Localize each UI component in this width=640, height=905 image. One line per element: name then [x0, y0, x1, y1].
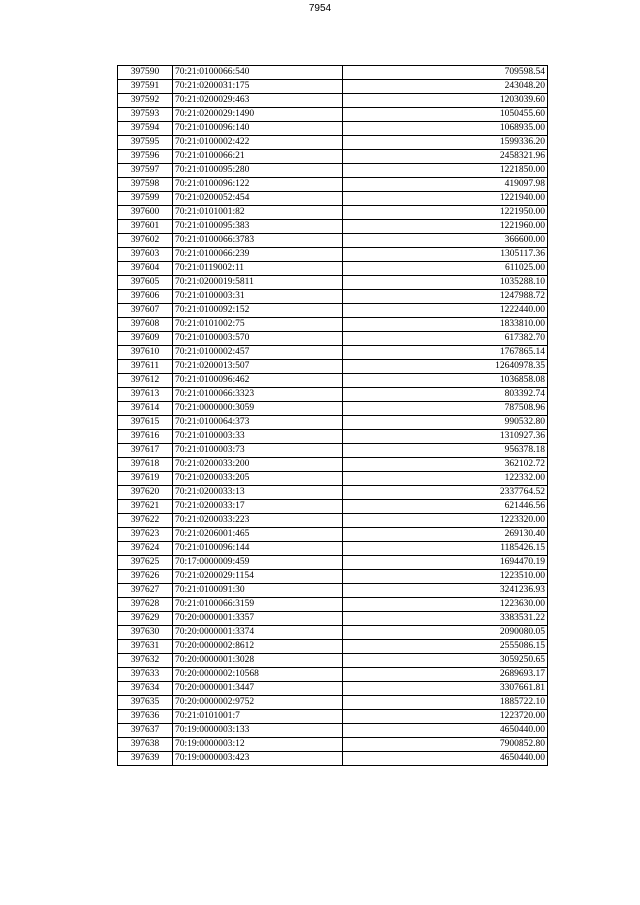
cadastral-value-cell: 1223510.00 — [343, 570, 548, 584]
cadastral-number-cell: 70:21:0100096:140 — [173, 122, 343, 136]
cadastral-value-cell: 1310927.36 — [343, 430, 548, 444]
row-number-cell: 397603 — [118, 248, 173, 262]
table-row — [118, 346, 548, 360]
table-row — [118, 402, 548, 416]
table-row — [118, 164, 548, 178]
cadastral-value-cell: 611025.00 — [343, 262, 548, 276]
row-number-cell: 397614 — [118, 402, 173, 416]
table-row — [118, 206, 548, 220]
cadastral-number-cell: 70:19:0000003:133 — [173, 724, 343, 738]
cadastral-number-cell: 70:21:0100066:3159 — [173, 598, 343, 612]
cadastral-value-cell: 2689693.17 — [343, 668, 548, 682]
table-row — [118, 556, 548, 570]
cadastral-number-cell: 70:21:0200029:463 — [173, 94, 343, 108]
cadastral-number-cell: 70:20:0000001:3447 — [173, 682, 343, 696]
table-row — [118, 192, 548, 206]
cadastral-number-cell: 70:20:0000001:3357 — [173, 612, 343, 626]
row-number-cell: 397610 — [118, 346, 173, 360]
cadastral-number-cell: 70:19:0000003:423 — [173, 752, 343, 766]
cadastral-value-cell: 1305117.36 — [343, 248, 548, 262]
row-number-cell: 397626 — [118, 570, 173, 584]
cadastral-number-cell: 70:21:0100002:422 — [173, 136, 343, 150]
row-number-cell: 397613 — [118, 388, 173, 402]
row-number-cell: 397594 — [118, 122, 173, 136]
table-row — [118, 584, 548, 598]
cadastral-value-cell: 1885722.10 — [343, 696, 548, 710]
cadastral-number-cell: 70:21:0101002:75 — [173, 318, 343, 332]
row-number-cell: 397618 — [118, 458, 173, 472]
table-row — [118, 542, 548, 556]
row-number-cell: 397595 — [118, 136, 173, 150]
table-row — [118, 332, 548, 346]
cadastral-number-cell: 70:21:0100003:570 — [173, 332, 343, 346]
row-number-cell: 397623 — [118, 528, 173, 542]
cadastral-value-cell: 1035288.10 — [343, 276, 548, 290]
row-number-cell: 397593 — [118, 108, 173, 122]
table-body — [118, 66, 548, 766]
cadastral-value-cell: 1050455.60 — [343, 108, 548, 122]
table-row — [118, 248, 548, 262]
cadastral-value-cell: 366600.00 — [343, 234, 548, 248]
row-number-cell: 397635 — [118, 696, 173, 710]
row-number-cell: 397592 — [118, 94, 173, 108]
cadastral-number-cell: 70:21:0100066:239 — [173, 248, 343, 262]
table-row — [118, 724, 548, 738]
row-number-cell: 397634 — [118, 682, 173, 696]
cadastral-value-cell: 269130.40 — [343, 528, 548, 542]
row-number-cell: 397604 — [118, 262, 173, 276]
cadastral-value-cell: 2458321.96 — [343, 150, 548, 164]
row-number-cell: 397625 — [118, 556, 173, 570]
table-row — [118, 514, 548, 528]
cadastral-number-cell: 70:21:0200033:200 — [173, 458, 343, 472]
row-number-cell: 397599 — [118, 192, 173, 206]
cadastral-number-cell: 70:21:0200013:507 — [173, 360, 343, 374]
page-number: 7954 — [308, 3, 332, 14]
cadastral-number-cell: 70:20:0000002:8612 — [173, 640, 343, 654]
cadastral-number-cell: 70:21:0100002:457 — [173, 346, 343, 360]
row-number-cell: 397597 — [118, 164, 173, 178]
table-row — [118, 626, 548, 640]
cadastral-value-cell: 122332.00 — [343, 472, 548, 486]
cadastral-number-cell: 70:21:0101001:82 — [173, 206, 343, 220]
cadastral-number-cell: 70:21:0100003:31 — [173, 290, 343, 304]
cadastral-value-cell: 617382.70 — [343, 332, 548, 346]
row-number-cell: 397627 — [118, 584, 173, 598]
row-number-cell: 397636 — [118, 710, 173, 724]
table-row — [118, 738, 548, 752]
row-number-cell: 397609 — [118, 332, 173, 346]
table-row — [118, 598, 548, 612]
cadastral-value-table — [117, 65, 548, 766]
table-row — [118, 682, 548, 696]
row-number-cell: 397628 — [118, 598, 173, 612]
cadastral-number-cell: 70:21:0100066:3783 — [173, 234, 343, 248]
cadastral-value-cell: 1068935.00 — [343, 122, 548, 136]
cadastral-number-cell: 70:21:0000000:3059 — [173, 402, 343, 416]
cadastral-value-cell: 709598.54 — [343, 66, 548, 80]
table-row — [118, 262, 548, 276]
cadastral-value-cell: 1185426.15 — [343, 542, 548, 556]
cadastral-value-cell: 3383531.22 — [343, 612, 548, 626]
table-row — [118, 570, 548, 584]
cadastral-value-cell: 1833810.00 — [343, 318, 548, 332]
cadastral-number-cell: 70:21:0100095:280 — [173, 164, 343, 178]
row-number-cell: 397638 — [118, 738, 173, 752]
cadastral-value-cell: 1223720.00 — [343, 710, 548, 724]
cadastral-number-cell: 70:20:0000001:3028 — [173, 654, 343, 668]
table-row — [118, 654, 548, 668]
cadastral-number-cell: 70:21:0100096:462 — [173, 374, 343, 388]
cadastral-number-cell: 70:21:0200019:5811 — [173, 276, 343, 290]
table-row — [118, 234, 548, 248]
row-number-cell: 397608 — [118, 318, 173, 332]
row-number-cell: 397600 — [118, 206, 173, 220]
row-number-cell: 397591 — [118, 80, 173, 94]
row-number-cell: 397596 — [118, 150, 173, 164]
cadastral-number-cell: 70:20:0000001:3374 — [173, 626, 343, 640]
cadastral-value-cell: 3241236.93 — [343, 584, 548, 598]
table-row — [118, 640, 548, 654]
row-number-cell: 397629 — [118, 612, 173, 626]
cadastral-value-cell: 1221850.00 — [343, 164, 548, 178]
row-number-cell: 397621 — [118, 500, 173, 514]
row-number-cell: 397616 — [118, 430, 173, 444]
cadastral-value-cell: 1221950.00 — [343, 206, 548, 220]
row-number-cell: 397598 — [118, 178, 173, 192]
table-row — [118, 290, 548, 304]
cadastral-value-cell: 621446.56 — [343, 500, 548, 514]
cadastral-value-cell: 1036858.08 — [343, 374, 548, 388]
table-row — [118, 458, 548, 472]
row-number-cell: 397612 — [118, 374, 173, 388]
cadastral-number-cell: 70:21:0119002:11 — [173, 262, 343, 276]
cadastral-number-cell: 70:21:0100003:33 — [173, 430, 343, 444]
table-row — [118, 150, 548, 164]
row-number-cell: 397633 — [118, 668, 173, 682]
table-row — [118, 752, 548, 766]
cadastral-value-cell: 1694470.19 — [343, 556, 548, 570]
cadastral-value-cell: 2555086.15 — [343, 640, 548, 654]
cadastral-number-cell: 70:21:0100003:73 — [173, 444, 343, 458]
row-number-cell: 397615 — [118, 416, 173, 430]
cadastral-value-cell: 243048.20 — [343, 80, 548, 94]
row-number-cell: 397620 — [118, 486, 173, 500]
cadastral-value-cell: 3059250.65 — [343, 654, 548, 668]
cadastral-value-cell: 7900852.80 — [343, 738, 548, 752]
table-row — [118, 276, 548, 290]
cadastral-value-cell: 1222440.00 — [343, 304, 548, 318]
table-row — [118, 430, 548, 444]
table-row — [118, 94, 548, 108]
table-row — [118, 374, 548, 388]
row-number-cell: 397617 — [118, 444, 173, 458]
cadastral-value-cell: 1599336.20 — [343, 136, 548, 150]
cadastral-value-cell: 1223320.00 — [343, 514, 548, 528]
cadastral-value-cell: 787508.96 — [343, 402, 548, 416]
cadastral-value-cell: 3307661.81 — [343, 682, 548, 696]
table-row — [118, 178, 548, 192]
table-row — [118, 528, 548, 542]
row-number-cell: 397619 — [118, 472, 173, 486]
cadastral-value-cell: 1221960.00 — [343, 220, 548, 234]
cadastral-value-cell: 419097.98 — [343, 178, 548, 192]
row-number-cell: 397631 — [118, 640, 173, 654]
table-row — [118, 710, 548, 724]
cadastral-number-cell: 70:21:0200052:454 — [173, 192, 343, 206]
row-number-cell: 397606 — [118, 290, 173, 304]
table-row — [118, 360, 548, 374]
table-row — [118, 80, 548, 94]
row-number-cell: 397602 — [118, 234, 173, 248]
cadastral-number-cell: 70:21:0200033:13 — [173, 486, 343, 500]
cadastral-value-cell: 1221940.00 — [343, 192, 548, 206]
cadastral-value-cell: 4650440.00 — [343, 752, 548, 766]
row-number-cell: 397590 — [118, 66, 173, 80]
cadastral-value-cell: 956378.18 — [343, 444, 548, 458]
table-row — [118, 388, 548, 402]
cadastral-number-cell: 70:20:0000002:9752 — [173, 696, 343, 710]
row-number-cell: 397622 — [118, 514, 173, 528]
table-row — [118, 444, 548, 458]
row-number-cell: 397611 — [118, 360, 173, 374]
cadastral-value-cell: 12640978.35 — [343, 360, 548, 374]
cadastral-number-cell: 70:21:0200033:223 — [173, 514, 343, 528]
cadastral-number-cell: 70:17:0000009:459 — [173, 556, 343, 570]
cadastral-number-cell: 70:21:0100066:3323 — [173, 388, 343, 402]
cadastral-number-cell: 70:21:0100066:540 — [173, 66, 343, 80]
cadastral-value-cell: 2090080.05 — [343, 626, 548, 640]
row-number-cell: 397624 — [118, 542, 173, 556]
row-number-cell: 397630 — [118, 626, 173, 640]
cadastral-value-cell: 1223630.00 — [343, 598, 548, 612]
table-row — [118, 696, 548, 710]
cadastral-value-cell: 803392.74 — [343, 388, 548, 402]
cadastral-value-cell: 2337764.52 — [343, 486, 548, 500]
cadastral-number-cell: 70:21:0200033:17 — [173, 500, 343, 514]
cadastral-number-cell: 70:21:0206001:465 — [173, 528, 343, 542]
table-row — [118, 122, 548, 136]
cadastral-number-cell: 70:21:0100096:144 — [173, 542, 343, 556]
cadastral-value-cell: 1247988.72 — [343, 290, 548, 304]
table-row — [118, 66, 548, 80]
cadastral-number-cell: 70:21:0100091:30 — [173, 584, 343, 598]
cadastral-number-cell: 70:21:0200029:1490 — [173, 108, 343, 122]
cadastral-value-cell: 4650440.00 — [343, 724, 548, 738]
cadastral-number-cell: 70:21:0100095:383 — [173, 220, 343, 234]
table-row — [118, 220, 548, 234]
table-row — [118, 304, 548, 318]
table-row — [118, 668, 548, 682]
table-row — [118, 472, 548, 486]
cadastral-number-cell: 70:19:0000003:12 — [173, 738, 343, 752]
cadastral-value-cell: 1203039.60 — [343, 94, 548, 108]
cadastral-number-cell: 70:21:0200031:175 — [173, 80, 343, 94]
row-number-cell: 397632 — [118, 654, 173, 668]
table-row — [118, 500, 548, 514]
table-row — [118, 416, 548, 430]
cadastral-number-cell: 70:21:0200033:205 — [173, 472, 343, 486]
row-number-cell: 397639 — [118, 752, 173, 766]
cadastral-value-cell: 1767865.14 — [343, 346, 548, 360]
cadastral-value-cell: 362102.72 — [343, 458, 548, 472]
row-number-cell: 397605 — [118, 276, 173, 290]
cadastral-number-cell: 70:21:0101001:7 — [173, 710, 343, 724]
table-row — [118, 612, 548, 626]
cadastral-number-cell: 70:21:0200029:1154 — [173, 570, 343, 584]
cadastral-number-cell: 70:20:0000002:10568 — [173, 668, 343, 682]
row-number-cell: 397637 — [118, 724, 173, 738]
cadastral-number-cell: 70:21:0100066:21 — [173, 150, 343, 164]
table-row — [118, 136, 548, 150]
row-number-cell: 397607 — [118, 304, 173, 318]
table-row — [118, 318, 548, 332]
cadastral-number-cell: 70:21:0100096:122 — [173, 178, 343, 192]
table-row — [118, 486, 548, 500]
cadastral-number-cell: 70:21:0100092:152 — [173, 304, 343, 318]
cadastral-value-cell: 990532.80 — [343, 416, 548, 430]
table-row — [118, 108, 548, 122]
row-number-cell: 397601 — [118, 220, 173, 234]
cadastral-number-cell: 70:21:0100064:373 — [173, 416, 343, 430]
